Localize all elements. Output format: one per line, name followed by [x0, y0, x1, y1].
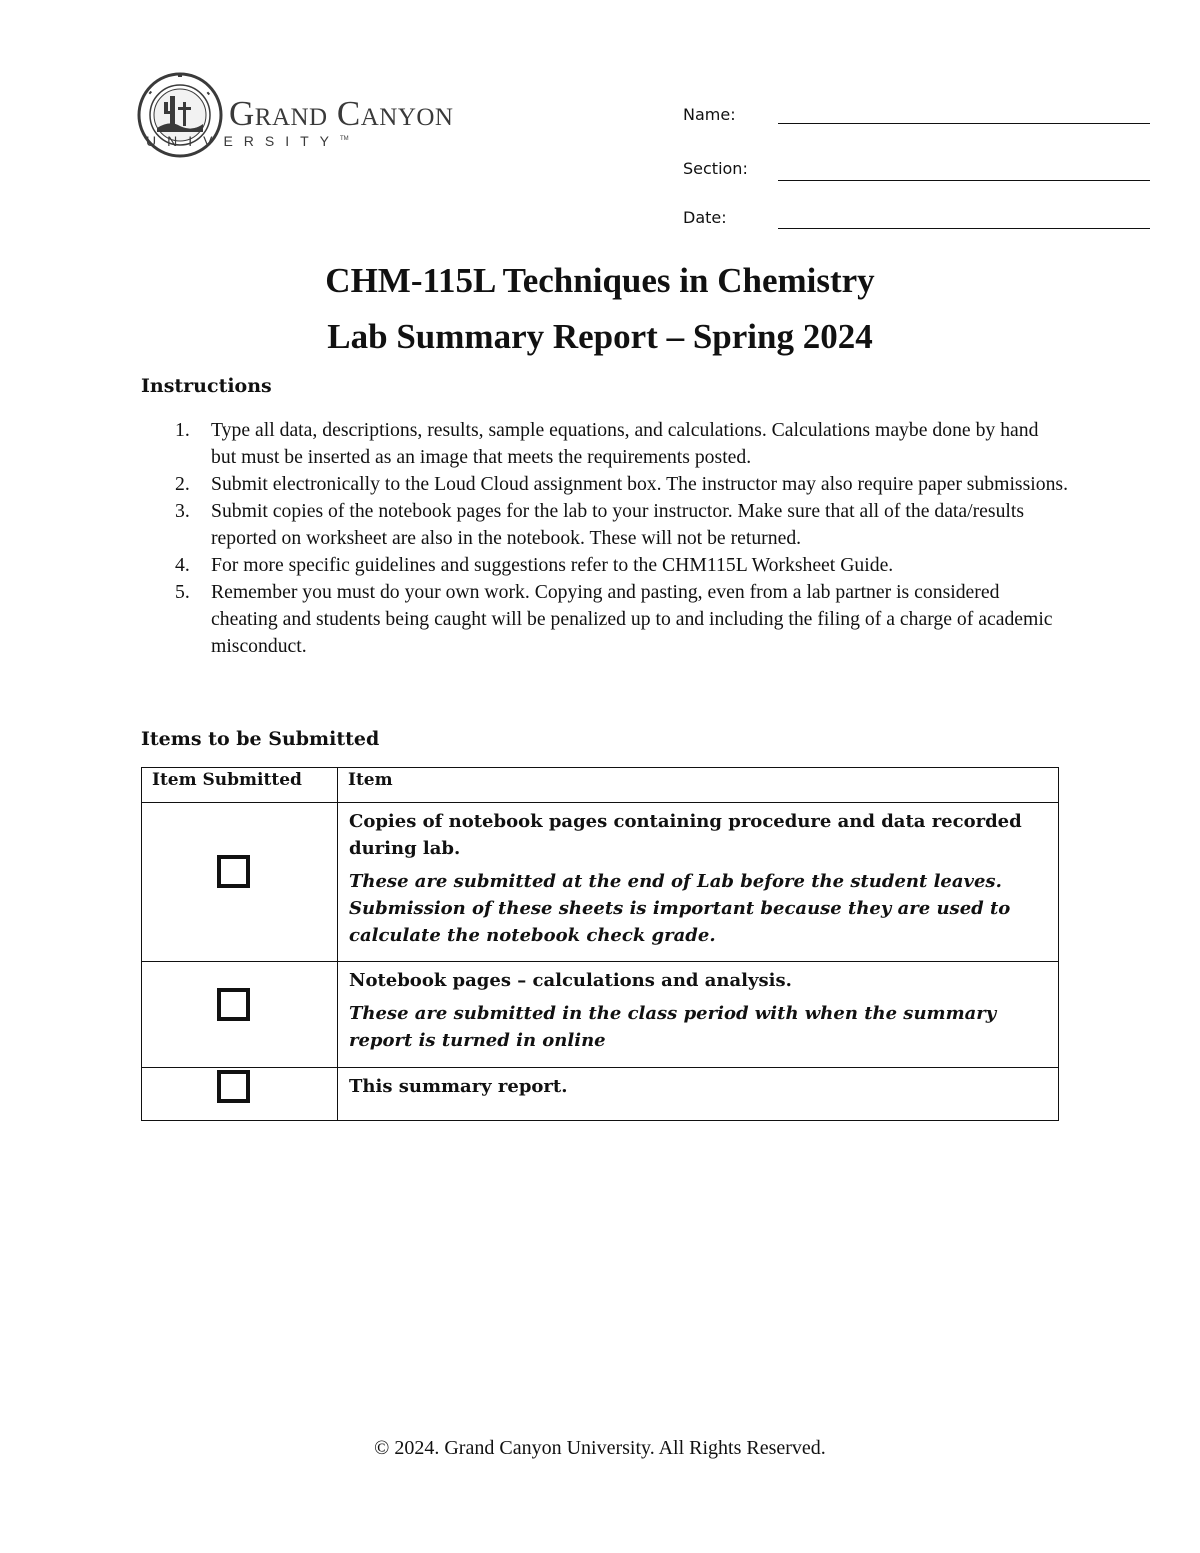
- table-row: [142, 803, 1059, 962]
- page-title: CHM-115L Techniques in Chemistry: [325, 261, 875, 300]
- item-title: Copies of notebook pages containing procedure and data recorded during lab.: [349, 811, 1022, 859]
- name-field[interactable]: [778, 123, 1150, 124]
- instruction-number: 2.: [175, 473, 190, 495]
- table-row: [142, 962, 1059, 1068]
- column-header-item-submitted: Item Submitted: [142, 768, 338, 803]
- brand-name: [229, 94, 453, 134]
- table-row: [142, 1068, 1059, 1121]
- instruction-number: 1.: [175, 419, 190, 441]
- item-cell: [338, 803, 1059, 962]
- item-cell: [338, 962, 1059, 1068]
- section-label: Section:: [683, 159, 748, 178]
- instruction-text: Remember you must do your own work. Copying and pasting, even from a lab partner is considered cheating and students being caught will be penalized up to and including the filing of a charge of academic misconduct.: [211, 581, 1053, 657]
- date-label: Date:: [683, 208, 727, 227]
- instruction-text: Type all data, descriptions, results, sample equations, and calculations. Calculations maybe done by hand but must be inserted as an image that meets the requirements posted.: [211, 419, 1039, 468]
- item-note: These are submitted in the class period with when the summary report is turned in online: [349, 1003, 997, 1051]
- brand-subtitle: [146, 133, 349, 149]
- instruction-item: [138, 471, 1068, 498]
- items-heading: Items to be Submitted: [141, 728, 380, 750]
- name-label: Name:: [683, 105, 736, 124]
- date-field[interactable]: [778, 228, 1150, 229]
- item-title: This summary report.: [349, 1076, 568, 1097]
- submitted-checkbox[interactable]: [217, 1070, 250, 1103]
- instruction-text: For more specific guidelines and suggestions refer to the CHM115L Worksheet Guide.: [211, 554, 894, 576]
- item-cell: [338, 1068, 1059, 1121]
- check-cell: [142, 962, 338, 1068]
- check-cell: [142, 1068, 338, 1121]
- column-header-item: Item: [338, 768, 1059, 803]
- instruction-text: Submit electronically to the Loud Cloud assignment box. The instructor may also require paper submissions.: [211, 473, 1068, 495]
- copyright-footer: © 2024. Grand Canyon University. All Rights Reserved.: [374, 1437, 826, 1459]
- instruction-number: 4.: [175, 554, 190, 576]
- page-subtitle: Lab Summary Report – Spring 2024: [327, 317, 873, 356]
- brand-name-text: Grand Canyon: [229, 94, 454, 133]
- brand-subtitle-text: UNIVERSITY: [146, 133, 341, 149]
- instruction-item: [138, 579, 1068, 660]
- instruction-number: 3.: [175, 500, 190, 522]
- instruction-item: [138, 417, 1068, 471]
- instruction-item: [138, 498, 1068, 552]
- instruction-text: Submit copies of the notebook pages for the lab to your instructor. Make sure that all of the data/results reported on worksheet are also in the notebook. These will not be returned.: [211, 500, 1025, 549]
- submitted-checkbox[interactable]: [217, 988, 250, 1021]
- submitted-checkbox[interactable]: [217, 855, 250, 888]
- table-header-row: [142, 768, 1059, 803]
- section-field[interactable]: [778, 180, 1150, 181]
- instruction-item: [138, 552, 1068, 579]
- instructions-heading: Instructions: [141, 375, 272, 397]
- trademark-mark: TM: [340, 136, 349, 142]
- item-title: Notebook pages – calculations and analysis.: [349, 970, 792, 991]
- items-table: [141, 767, 1059, 1121]
- item-note: These are submitted at the end of Lab before the student leaves. Submission of these sheets is important because they are used to calculate the notebook check grade.: [349, 871, 1011, 946]
- instructions-list: [138, 417, 1068, 660]
- check-cell: [142, 803, 338, 962]
- instruction-number: 5.: [175, 581, 190, 603]
